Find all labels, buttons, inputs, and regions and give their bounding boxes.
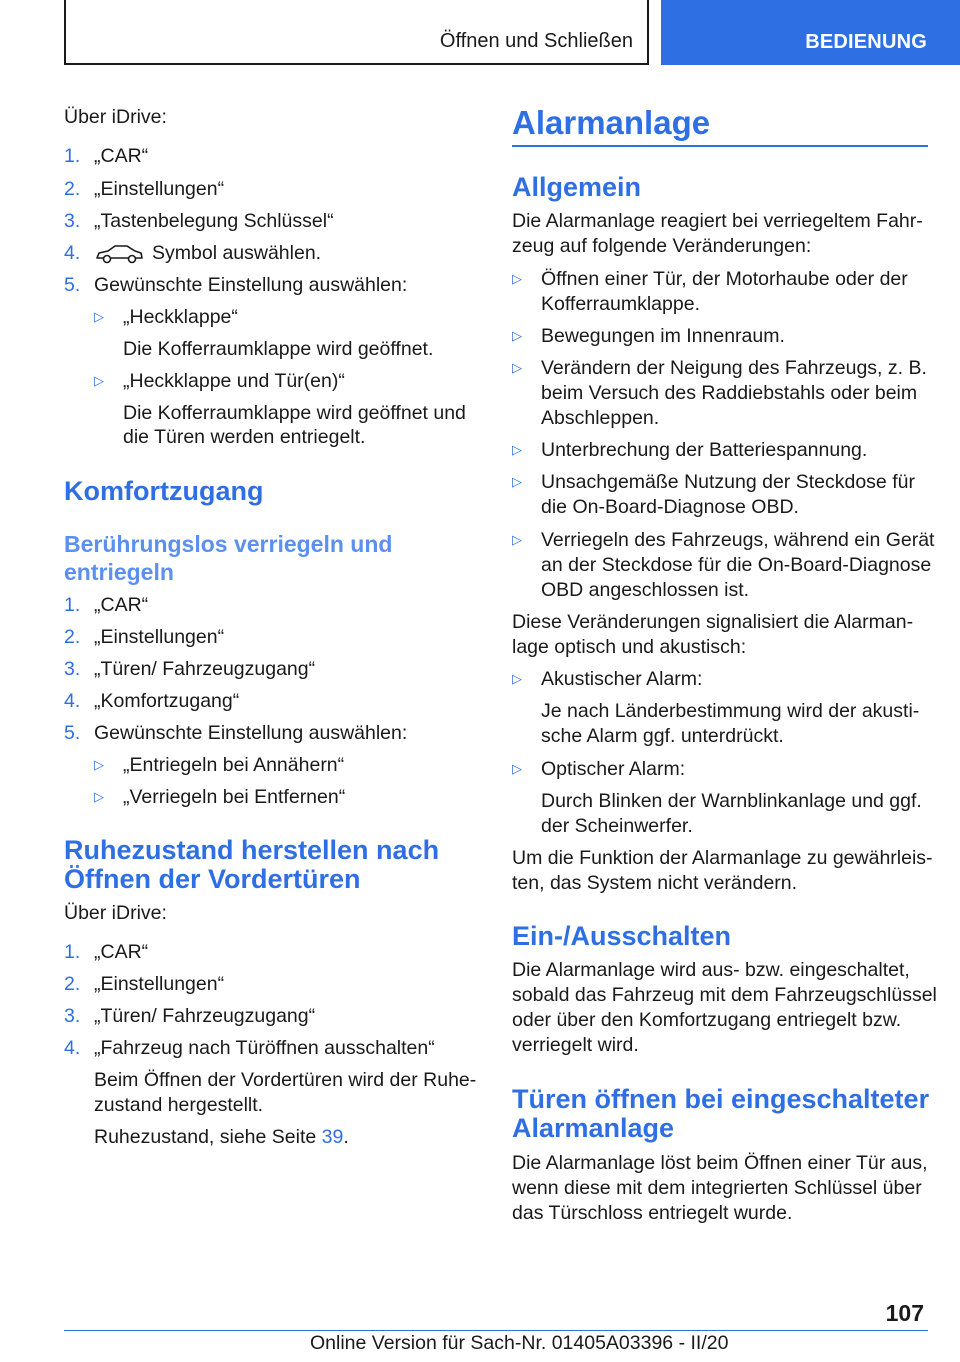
triangle-right-icon: ▷: [94, 757, 104, 772]
option-item: „Entriegeln bei Annähern“: [123, 754, 345, 776]
list-number: 3.: [64, 1005, 81, 1027]
option-item: „Heckklappe und Tür(en)“: [123, 370, 345, 392]
list-number: 2.: [64, 626, 81, 648]
triangle-right-icon: ▷: [94, 373, 104, 388]
paragraph: oder über den Komfortzugang entriegelt bzw.: [512, 1009, 902, 1031]
list-item: Gewünschte Einstellung auswählen:: [94, 722, 408, 744]
list-number: 3.: [64, 658, 81, 680]
paragraph: wenn diese mit dem integrierten Schlüssel über: [512, 1177, 922, 1199]
list-desc: zustand hergestellt.: [94, 1094, 264, 1116]
heading-ruhezustand: Öffnen der Vordertüren: [64, 864, 361, 894]
triangle-right-icon: ▷: [512, 271, 522, 286]
list-number: 5.: [64, 722, 81, 744]
bullet-item: Öffnen einer Tür, der Motorhaube oder der: [541, 268, 908, 290]
bullet-item: Bewegungen im Innenraum.: [541, 325, 785, 347]
list-item: [94, 240, 321, 266]
list-number: 1.: [64, 594, 81, 616]
footer-rule: [64, 1330, 928, 1331]
bullet-item: Verriegeln des Fahrzeugs, während ein Gerät: [541, 529, 935, 551]
intro-text: Über iDrive:: [64, 902, 167, 924]
heading-alarmanlage: Alarmanlage: [512, 104, 711, 141]
alarm-desc: Durch Blinken der Warnblinkanlage und ggf.: [541, 790, 922, 812]
list-number: 1.: [64, 941, 81, 963]
header-chapter-label: BEDIENUNG: [805, 31, 927, 53]
heading-tueren-oeffnen: Alarmanlage: [512, 1113, 675, 1143]
subheading-beruehrungslos: entriegeln: [64, 559, 174, 585]
bullet-item: Verändern der Neigung des Fahrzeugs, z. B.: [541, 357, 927, 379]
page-reference-end: .: [343, 1126, 349, 1148]
list-item: Gewünschte Einstellung auswählen:: [94, 274, 408, 296]
subheading-beruehrungslos: Berührungslos verriegeln und: [64, 531, 393, 557]
list-item: „Türen/ Fahrzeugzugang“: [94, 1005, 316, 1027]
paragraph: lage optisch und akustisch:: [512, 636, 747, 658]
list-item: „Einstellungen“: [94, 178, 225, 200]
triangle-right-icon: ▷: [94, 309, 104, 324]
list-item: „CAR“: [94, 594, 149, 616]
list-number: 4.: [64, 242, 81, 264]
list-number: 4.: [64, 690, 81, 712]
intro-text: Über iDrive:: [64, 106, 167, 128]
paragraph: verriegelt wird.: [512, 1034, 639, 1056]
bullet-item: Unsachgemäße Nutzung der Steckdose für: [541, 471, 915, 493]
list-desc: Beim Öffnen der Vordertüren wird der Ruhe-: [94, 1069, 477, 1091]
paragraph: Um die Funktion der Alarmanlage zu gewährleis-: [512, 847, 933, 869]
triangle-right-icon: ▷: [512, 532, 522, 547]
list-number: 2.: [64, 973, 81, 995]
paragraph: zeug auf folgende Veränderungen:: [512, 235, 812, 257]
header-chapter-tab: [661, 0, 960, 65]
paragraph: sobald das Fahrzeug mit dem Fahrzeugschlüssel: [512, 984, 937, 1006]
list-number: 5.: [64, 274, 81, 296]
footer-text: Online Version für Sach-Nr. 01405A03396 - II/20: [310, 1332, 729, 1354]
heading-ein-ausschalten: Ein-/Ausschalten: [512, 921, 732, 951]
option-desc: Die Kofferraumklappe wird geöffnet und: [123, 402, 466, 424]
option-item: „Heckklappe“: [123, 306, 238, 328]
heading-allgemein: Allgemein: [512, 172, 642, 202]
heading-rule: [512, 145, 928, 147]
triangle-right-icon: ▷: [512, 761, 522, 776]
bullet-item: Kofferraumklappe.: [541, 293, 700, 315]
paragraph: Die Alarmanlage wird aus- bzw. eingeschaltet,: [512, 959, 910, 981]
triangle-right-icon: ▷: [94, 789, 104, 804]
bullet-item: Abschleppen.: [541, 407, 660, 429]
heading-komfortzugang: Komfortzugang: [64, 476, 264, 506]
option-desc: Die Kofferraumklappe wird geöffnet.: [123, 338, 434, 360]
list-number: 4.: [64, 1037, 81, 1059]
alarm-item: Akustischer Alarm:: [541, 668, 703, 690]
header-section-box: [64, 0, 649, 65]
list-item: „Einstellungen“: [94, 973, 225, 995]
option-item: „Verriegeln bei Entfernen“: [123, 786, 346, 808]
alarm-desc: sche Alarm ggf. unterdrückt.: [541, 725, 784, 747]
bullet-item: beim Versuch des Raddiebstahls oder beim: [541, 382, 918, 404]
paragraph: Diese Veränderungen signalisiert die Alarman-: [512, 611, 914, 633]
triangle-right-icon: ▷: [512, 328, 522, 343]
list-item: „Komfortzugang“: [94, 690, 240, 712]
paragraph: ten, das System nicht verändern.: [512, 872, 798, 894]
list-item: „Türen/ Fahrzeugzugang“: [94, 658, 316, 680]
bullet-item: an der Steckdose für die On-Board-Diagnose: [541, 554, 932, 576]
option-desc: die Türen werden entriegelt.: [123, 426, 366, 448]
alarm-desc: Je nach Länderbestimmung wird der akusti-: [541, 700, 920, 722]
page-link[interactable]: 39: [321, 1126, 344, 1148]
triangle-right-icon: ▷: [512, 474, 522, 489]
alarm-item: Optischer Alarm:: [541, 758, 686, 780]
page-number: 107: [885, 1300, 924, 1326]
bullet-item: die On-Board-Diagnose OBD.: [541, 496, 799, 518]
paragraph: Die Alarmanlage löst beim Öffnen einer Tür aus,: [512, 1152, 928, 1174]
page-reference-text: Ruhezustand, siehe Seite: [94, 1126, 322, 1148]
triangle-right-icon: ▷: [512, 442, 522, 457]
triangle-right-icon: ▷: [512, 671, 522, 686]
page-reference: [94, 1124, 349, 1150]
list-item: „Tastenbelegung Schlüssel“: [94, 210, 334, 232]
bullet-item: OBD angeschlossen ist.: [541, 579, 750, 601]
alarm-desc: der Scheinwerfer.: [541, 815, 693, 837]
header-section-title: Öffnen und Schließen: [439, 30, 633, 52]
list-item: „Einstellungen“: [94, 626, 225, 648]
list-number: 3.: [64, 210, 81, 232]
paragraph: das Türschloss entriegelt wurde.: [512, 1202, 793, 1224]
heading-ruhezustand: Ruhezustand herstellen nach: [64, 835, 440, 865]
list-item: „CAR“: [94, 145, 149, 167]
triangle-right-icon: ▷: [512, 360, 522, 375]
bullet-item: Unterbrechung der Batteriespannung.: [541, 439, 868, 461]
list-item-text: Symbol auswählen.: [152, 242, 322, 264]
list-item: „Fahrzeug nach Türöffnen ausschalten“: [94, 1037, 435, 1059]
list-item: „CAR“: [94, 941, 149, 963]
paragraph: Die Alarmanlage reagiert bei verriegeltem Fahr-: [512, 210, 923, 232]
heading-tueren-oeffnen: Türen öffnen bei eingeschalteter: [512, 1084, 930, 1114]
car-icon: [94, 243, 144, 265]
list-number: 2.: [64, 178, 81, 200]
list-number: 1.: [64, 145, 81, 167]
